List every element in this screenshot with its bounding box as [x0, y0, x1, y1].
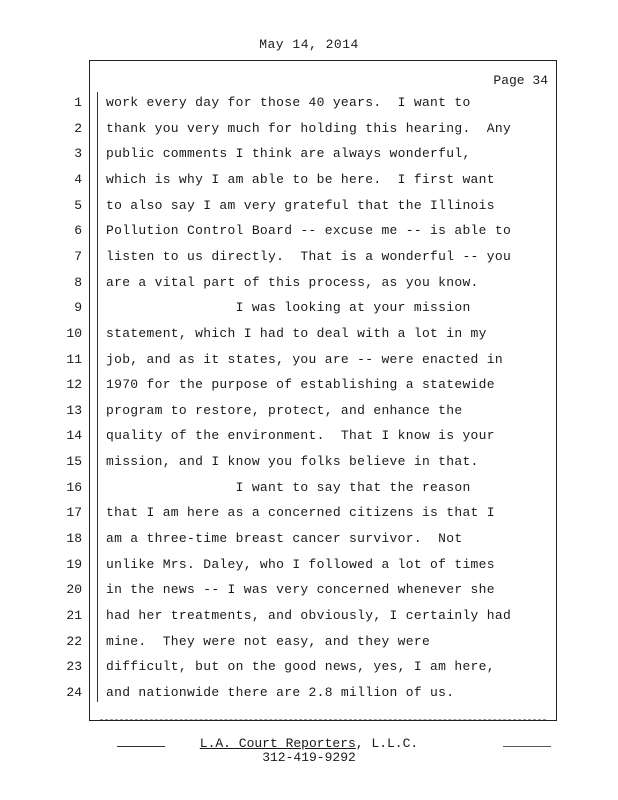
bottom-divider: [100, 719, 546, 721]
line-number: 4: [74, 172, 82, 187]
margin-rule: [97, 92, 98, 702]
transcript-line-text: am a three-time breast cancer survivor. Not: [106, 531, 463, 546]
line-number: 10: [66, 326, 82, 341]
transcript-line-text: had her treatments, and obviously, I certainly had: [106, 608, 512, 623]
line-number: 13: [66, 403, 82, 418]
court-reporter-name-suffix: , L.L.C.: [355, 736, 419, 751]
transcript-line-text: public comments I think are always wonderful,: [106, 146, 471, 161]
line-number: 3: [74, 146, 82, 161]
line-number: 18: [66, 531, 82, 546]
transcript-line-text: and nationwide there are 2.8 million of us.: [106, 685, 455, 700]
transcript-line-text: that I am here as a concerned citizens is that I: [106, 505, 495, 520]
line-number: 14: [66, 428, 82, 443]
transcript-line-text: difficult, but on the good news, yes, I am here,: [106, 659, 495, 674]
transcript-line-text: statement, which I had to deal with a lot in my: [106, 326, 487, 341]
line-number: 8: [74, 275, 82, 290]
line-number: 19: [66, 557, 82, 572]
transcript-line-text: thank you very much for holding this hearing. Any: [106, 121, 512, 136]
line-number: 15: [66, 454, 82, 469]
transcript-line-text: job, and as it states, you are -- were enacted in: [106, 352, 503, 367]
transcript-line-text: listen to us directly. That is a wonderful -- you: [106, 249, 512, 264]
line-number: 17: [66, 505, 82, 520]
line-number: 11: [66, 352, 82, 367]
transcript-line-text: mission, and I know you folks believe in that.: [106, 454, 479, 469]
line-number: 23: [66, 659, 82, 674]
transcript-line-text: which is why I am able to be here. I first want: [106, 172, 495, 187]
transcript-date: May 14, 2014: [259, 37, 359, 52]
transcript-line-text: Pollution Control Board -- excuse me -- is able to: [106, 223, 512, 238]
court-reporter-name: [0, 736, 618, 751]
line-number: 7: [74, 249, 82, 264]
line-number: 20: [66, 582, 82, 597]
transcript-line-text: work every day for those 40 years. I want to: [106, 95, 471, 110]
transcript-line-text: to also say I am very grateful that the Illinois: [106, 198, 495, 213]
page-number: Page 34: [493, 73, 548, 88]
transcript-line-text: mine. They were not easy, and they were: [106, 634, 431, 649]
line-number: 12: [66, 377, 82, 392]
line-number: 9: [74, 300, 82, 315]
court-reporter-phone: 312-419-9292: [262, 750, 356, 765]
line-number: 16: [66, 480, 82, 495]
transcript-line-text: 1970 for the purpose of establishing a statewide: [106, 377, 495, 392]
line-number: 2: [74, 121, 82, 136]
transcript-line-text: in the news -- I was very concerned whenever she: [106, 582, 495, 597]
line-number: 22: [66, 634, 82, 649]
transcript-line-text: unlike Mrs. Daley, who I followed a lot of times: [106, 557, 495, 572]
transcript-line-text: I was looking at your mission: [106, 300, 471, 315]
line-number: 21: [66, 608, 82, 623]
transcript-line-text: I want to say that the reason: [106, 480, 471, 495]
transcript-line-text: quality of the environment. That I know is your: [106, 428, 495, 443]
court-reporter-name-main: L.A. Court Reporters: [199, 736, 356, 751]
line-number: 1: [74, 95, 82, 110]
line-number: 6: [74, 223, 82, 238]
transcript-line-text: are a vital part of this process, as you know.: [106, 275, 479, 290]
line-number: 24: [66, 685, 82, 700]
line-number: 5: [74, 198, 82, 213]
transcript-line-text: program to restore, protect, and enhance the: [106, 403, 463, 418]
